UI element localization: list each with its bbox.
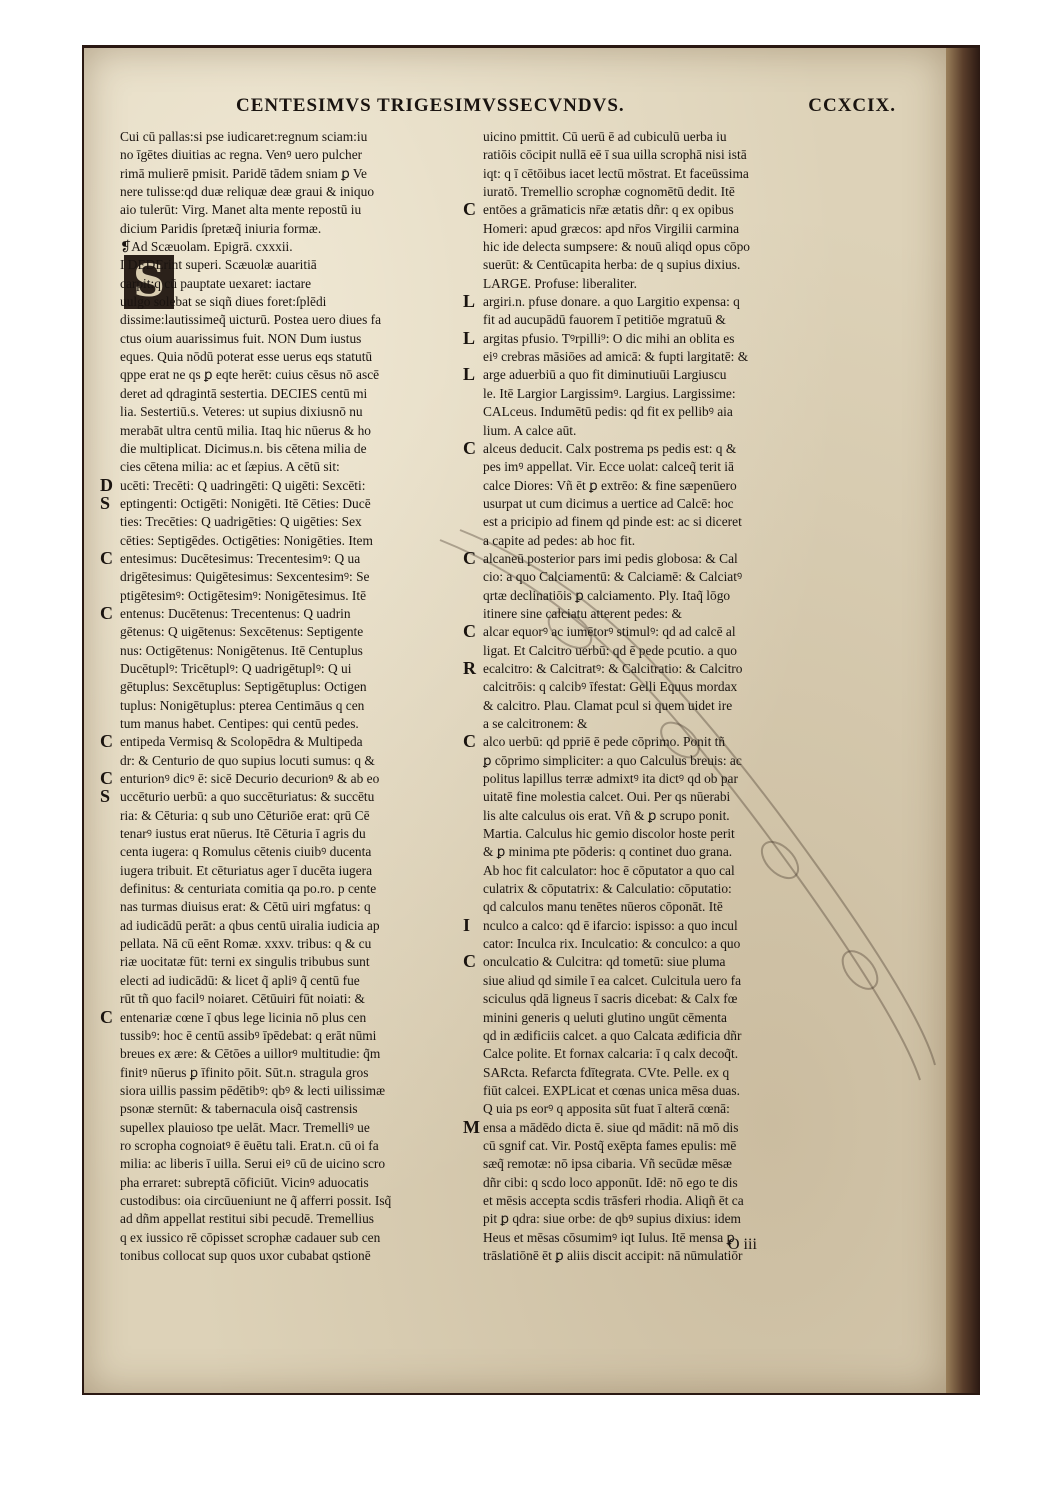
- text-line: [483, 1100, 823, 1118]
- text-line: [120, 1082, 465, 1100]
- line-text: uulgo solebat se siqñ diues foret:ſplēdi: [120, 294, 327, 310]
- line-text: CALceus. Indumētū pedis: qd fit ex pellibꝰ aia: [483, 404, 733, 420]
- line-text: entipeda Vermisq & Scolopēdra & Multipeda: [120, 734, 363, 750]
- line-text: qrtæ declinatiōis ꝑ calciamento. Ply. Itaq̃ lōgo: [483, 587, 731, 603]
- line-text: enturionꝰ dicꝰ ē: sicē Decurio decurionꝰ & ab eo: [120, 771, 380, 787]
- text-line: [120, 825, 465, 843]
- line-text: nere tulisse:qd duæ reliquæ deæ graui & iniquo: [120, 184, 375, 200]
- text-line: [120, 513, 465, 531]
- line-text: tenarꝰ iustus erat nūerus. Itē Cēturia ī agris du: [120, 826, 366, 842]
- text-line: [120, 862, 465, 880]
- line-text: eptingenti: Octigēti: Nonigēti. Itē Cēties: Ducē: [120, 495, 371, 511]
- text-line: [120, 752, 465, 770]
- text-line: [483, 843, 823, 861]
- text-line: [100, 768, 465, 789]
- text-line: [483, 275, 823, 293]
- line-text: ligat. Et Calcitro uerbū: qd ē pede pcutio. a quo: [483, 642, 737, 658]
- text-line: [483, 477, 823, 495]
- text-line: [463, 364, 823, 385]
- line-text: definitus: & centuriata comitia qa po.ro. p cente: [120, 881, 377, 897]
- text-line: [120, 275, 465, 293]
- text-line: [120, 385, 465, 403]
- line-text: minini generis q ueluti glutino ungūt cēmenta: [483, 1009, 727, 1025]
- line-text: nus: Octigētenus: Nonigētenus. Itē Centuplus: [120, 642, 363, 658]
- text-line: [483, 348, 823, 366]
- line-text: dicium Paridis ſpretæq̃ iniuria formæ.: [120, 220, 322, 236]
- text-line: [483, 807, 823, 825]
- text-line: [483, 422, 823, 440]
- line-text: aio tulerūt: Virg. Manet alta mente repostū iu: [120, 202, 362, 218]
- text-line: [120, 311, 465, 329]
- lemma-initial: C: [463, 547, 476, 568]
- running-head-title: CENTESIMVS TRIGESIMVSSECVNDVS.: [236, 95, 625, 116]
- lemma-initial: C: [463, 731, 476, 752]
- text-line: [483, 1192, 823, 1210]
- text-line: [483, 1045, 823, 1063]
- text-line: [120, 642, 465, 660]
- text-line: [120, 403, 465, 421]
- line-text: siora uillis passim pēdētibꝰ: qbꝰ & lecti uilissimæ: [120, 1082, 386, 1098]
- line-text: no īgētes diuitias ac regna. Venꝰ uero pulcher: [120, 147, 363, 163]
- line-text: hic ide delecta sumpsere: & nouū aliqd opus cōpo: [483, 239, 751, 255]
- line-text: qd calculos manu tenētes nūeros cōponāt. Itē: [483, 899, 723, 915]
- lemma-initial: C: [463, 621, 476, 642]
- line-text: Ducētuplꝰ: Tricētuplꝰ: Q uadrigētuplꝰ: Q ui: [120, 660, 352, 676]
- line-text: uicino pmittit. Cū uerū ē ad cubiculū uerba iu: [483, 129, 727, 144]
- line-text: alcaneū posterior pars imi pedis globosa: & Cal: [483, 550, 738, 566]
- line-text: eques. Quia nōdū poterat esse uerus eqs statutū: [120, 349, 373, 365]
- line-text: drigētesimus: Quigētesimus: Sexcentesimꝰ: Se: [120, 569, 370, 585]
- text-line: [120, 1155, 465, 1173]
- line-text: ctus oium auarissimus fuit. NON Dum iustus: [120, 330, 362, 346]
- text-line: [483, 1027, 823, 1045]
- text-line: [483, 1064, 823, 1082]
- line-text: cēties: Septigēdes. Octigēties: Nonigēties. Item: [120, 532, 373, 548]
- line-text: calcitrōis: q calcibꝰ īfestat: Gelli Equus mordax: [483, 679, 738, 695]
- lemma-initial: S: [100, 786, 111, 807]
- line-text: breues ex ære: & Cētōes a uillorꝰ multitudie: q̃m: [120, 1046, 381, 1062]
- text-line: [483, 385, 823, 403]
- line-text: q ex iussico rē cōpisset scrophæ cadauer sub cen: [120, 1229, 381, 1245]
- line-text: pellata. Nā cū eēnt Romæ. xxxv. tribus: q & cu: [120, 936, 372, 952]
- text-line: [483, 183, 823, 201]
- text-line: [120, 660, 465, 678]
- line-text: fiūt calcei. EXPLicat et cœnas unica mēsa duas.: [483, 1082, 740, 1098]
- line-text: iuratō. Tremellio scrophæ cognomētū dedit. Itē: [483, 184, 735, 200]
- text-line: [120, 422, 465, 440]
- text-line: [483, 880, 823, 898]
- text-line: [120, 1192, 465, 1210]
- line-text: ecalcitro: & Calcitratꝰ: & Calcitratio: & Calcitro: [483, 660, 743, 676]
- text-line: [120, 458, 465, 476]
- line-text: Ab hoc fit calculator: hoc ē cōputator a quo cal: [483, 862, 735, 878]
- line-text: tussibꝰ: hoc ē centū assibꝰ īpēdebat: q erāt nūmi: [120, 1027, 377, 1043]
- line-text: fit ad aucupādū fauorem ī petitiōe mgratuū &: [483, 312, 726, 328]
- line-text: politus lapillus terræ admixtꝰ ita dictꝰ qd ob par: [483, 771, 738, 787]
- line-text: ro scropha cognoiatꝰ ē ēuētu tali. Erat.n. cū oi fa: [120, 1137, 379, 1153]
- line-text: iugera tribuit. Et cēturiatus ager ī ducēta iugera: [120, 862, 373, 878]
- line-text: alceus deducit. Calx postrema ps pedis est: q &: [483, 440, 737, 456]
- lemma-initial: C: [100, 1006, 113, 1027]
- line-text: centa iugera: q Romulus cētenis ciuibꝰ ducenta: [120, 844, 372, 860]
- line-text: cū sgnif cat. Vir. Postq̃ exēpta fames epulis: mē: [483, 1137, 737, 1153]
- text-line: [463, 951, 823, 972]
- line-text: tuplus: Nonigētuplus: pterea Centimāus q cen: [120, 697, 365, 713]
- text-line: [483, 788, 823, 806]
- text-line: [483, 587, 823, 605]
- line-text: qppe erat ne qs ꝑ eqte herēt: cuius cēsus nō ascē: [120, 367, 380, 383]
- line-text: lia. Sestertiū.s. Veteres: ut supius dixiusnō nu: [120, 404, 363, 420]
- running-head: [236, 95, 896, 125]
- text-line: [483, 165, 823, 183]
- decorated-initial: S: [124, 255, 174, 309]
- text-line: [483, 678, 823, 696]
- line-text: custodibus: oia circūueniunt ne q̃ afferri possit. Isq̃: [120, 1192, 392, 1208]
- text-line: [463, 199, 823, 220]
- folio-number: CCXCIX.: [808, 95, 896, 116]
- text-line: [120, 715, 465, 733]
- line-text: ad dñm appellat restitui sibi pecudē. Tremellius: [120, 1211, 375, 1227]
- line-text: argiri.n. pfuse donare. a quo Largitio expensa: q: [483, 294, 740, 310]
- text-line: [483, 220, 823, 238]
- line-text: ratiōis cōcipit nullā eē ī sua uilla scrophā nisi istā: [483, 147, 747, 163]
- line-text: entōes a grāmaticis nr̄æ ætatis dñr: q ex opibus: [483, 202, 734, 218]
- text-line: [120, 201, 465, 219]
- line-text: arge aduerbiū a quo fit diminutiuūi Largiuscu: [483, 367, 727, 383]
- lemma-initial: C: [463, 951, 476, 972]
- text-line: [120, 348, 465, 366]
- line-text: argitas pfusio. Tꝰrpilli⁹: O dic mihi an oblita es: [483, 330, 735, 346]
- text-line: [483, 770, 823, 788]
- text-line: [100, 474, 465, 495]
- line-text: psonæ sternūt: & tabernacula oisq̃ castrensis: [120, 1101, 358, 1117]
- text-line: [120, 917, 465, 935]
- line-text: rimā mulierē pmisit. Paridē tādem sniam ꝑ Ve: [120, 165, 367, 181]
- line-text: nculco a calco: qd ē ifarcio: ispisso: a quo incul: [483, 917, 738, 933]
- text-line: [463, 731, 823, 752]
- text-line: [483, 256, 823, 274]
- line-text: rūt tñ quo facilꝰ noiaret. Cētūuiri fūt noiati: &: [120, 991, 365, 1007]
- line-text: et mēsis accepta scdis trāsferi rhodia. Aliqñ ēt ca: [483, 1192, 744, 1208]
- line-text: nas turmas diuisus erat: & Cētū uiri mgfatus: q: [120, 899, 371, 915]
- line-text: dr: & Centurio de quo supius locuti sumus: q &: [120, 752, 375, 768]
- text-line: [483, 825, 823, 843]
- line-text: & ꝑ minima pte pōderis: q continet duo grana.: [483, 844, 733, 860]
- line-text: lis alte calculus ois erat. Vñ & ꝑ scrupo ponit.: [483, 807, 730, 823]
- text-line: [483, 972, 823, 990]
- line-text: sæq̃ remotæ: nō ipsa cibaria. Vñ secūdæ mēsæ: [483, 1156, 732, 1172]
- line-text: ptigētesimꝰ: Octigētesimꝰ: Nonigētesimus. Itē: [120, 587, 367, 603]
- text-line: [120, 807, 465, 825]
- text-line: [483, 898, 823, 916]
- text-line: [120, 568, 465, 586]
- text-line: [120, 256, 465, 274]
- text-line: [120, 1064, 465, 1082]
- line-text: dissime:lautissimeq̃ uicturū. Postea uero diues fa: [120, 312, 382, 328]
- lemma-initial: I: [463, 914, 471, 935]
- text-line: [120, 935, 465, 953]
- line-text: uitatē fine molestia calcet. Oui. Per qs nūerabi: [483, 789, 731, 805]
- line-text: ucēti: Trecēti: Q uadringēti: Q uigēti: Sexcēti:: [120, 477, 366, 493]
- lemma-initial: L: [463, 364, 476, 385]
- line-text: SARcta. Refarcta fdītegrata. CVte. Pelle. ex q: [483, 1064, 730, 1080]
- line-text: & calcitro. Plau. Clamat pcul si quem uidet ire: [483, 697, 733, 713]
- text-line: [120, 880, 465, 898]
- lemma-initial: D: [100, 474, 113, 495]
- text-line: [120, 238, 465, 256]
- line-text: ria: & Cēturia: q sub uno Cēturiōe erat: qrū Cē: [120, 807, 370, 823]
- line-text: riæ uocitatæ fūt: terni ex singulis tribubus sunt: [120, 954, 370, 970]
- text-line: [483, 513, 823, 531]
- line-text: sciculus qdā ligneus ī sacris dicebat: & Calx fœ: [483, 991, 738, 1007]
- line-text: die multiplicat. Dicimus.n. bis cētena milia de: [120, 440, 367, 456]
- line-text: electi ad iudicādū: & licet q̃ apliꝰ q̃ centū fue: [120, 972, 360, 988]
- lemma-initial: L: [463, 327, 476, 348]
- text-line: [483, 752, 823, 770]
- text-line: [483, 990, 823, 1008]
- lemma-initial: L: [463, 291, 476, 312]
- line-text: cator: Inculca rix. Inculcatio: & conculco: a quo: [483, 936, 741, 952]
- line-text: ❡Ad Scæuolam. Epigrā. cxxxii.: [120, 239, 293, 255]
- text-line: [463, 914, 823, 935]
- line-text: ꝑ cōprimo simpliciter: a quo Calculus breuis: ac: [483, 752, 742, 768]
- line-text: calce Diores: Vñ ēt ꝑ extrēo: & fine sæpenūero: [483, 477, 737, 493]
- text-line: [483, 862, 823, 880]
- text-line: [483, 1247, 823, 1265]
- line-text: entenus: Ducētenus: Trecentenus: Q uadrin: [120, 605, 351, 621]
- text-line: [120, 1210, 465, 1228]
- text-line: [483, 1082, 823, 1100]
- text-line: [120, 990, 465, 1008]
- lemma-initial: C: [100, 602, 113, 623]
- lemma-initial: C: [100, 768, 113, 789]
- line-text: gētuplus: Sexcētuplus: Septigētuplus: Octigen: [120, 679, 367, 695]
- text-line: [483, 532, 823, 550]
- text-line: [483, 458, 823, 476]
- text-line: [463, 657, 823, 678]
- text-line: [483, 1137, 823, 1155]
- line-text: usurpat ut cum dicimus a uertice ad Calcē: hoc: [483, 495, 734, 511]
- text-line: [463, 327, 823, 348]
- text-line: [100, 547, 465, 568]
- text-line: [120, 972, 465, 990]
- line-text: supellex plauioso tpe uelāt. Macr. Tremelliꝰ ue: [120, 1119, 370, 1135]
- line-text: pes imꝰ appellat. Vir. Ecce uolat: calceq̃ terit iā: [483, 459, 734, 475]
- line-text: cio: a quo Calciamentū: & Calciamē: & Calciatꝰ: [483, 569, 743, 585]
- lemma-initial: C: [463, 437, 476, 458]
- text-line: [483, 568, 823, 586]
- lemma-initial: C: [463, 199, 476, 220]
- line-text: le. Itē Largior Largissimꝰ. Largius. Largissime:: [483, 385, 736, 401]
- line-text: LARGE. Profuse: liberaliter.: [483, 275, 637, 291]
- text-line: [120, 587, 465, 605]
- line-text: milia: ac liberis ī uilla. Serui eiꝰ cū de uicino scro: [120, 1156, 386, 1172]
- line-text: merabāt ultra centū milia. Itaq hic nūerus & ho: [120, 422, 371, 438]
- right-text-column: [463, 128, 823, 1265]
- text-line: [100, 786, 465, 807]
- text-line: [100, 602, 465, 623]
- line-text: entenariæ cœne ī qbus lege licinia nō plus cen: [120, 1009, 367, 1025]
- page-edge: [946, 48, 980, 1393]
- text-line: [463, 621, 823, 642]
- line-text: qd in ædificiis calcet. a quo Calcata ædificia dñr: [483, 1027, 742, 1043]
- text-line: [120, 330, 465, 348]
- text-line: [120, 440, 465, 458]
- text-line: [120, 623, 465, 641]
- lemma-initial: C: [100, 731, 113, 752]
- text-line: [463, 291, 823, 312]
- line-text: a capite ad pedes: ab hoc fit.: [483, 532, 636, 548]
- line-text: finitꝰ nūerus ꝑ īfinito pōit. Sūt.n. stragula gros: [120, 1064, 369, 1080]
- line-text: tum manus habet. Centipes: qui centū pedes.: [120, 716, 359, 731]
- text-line: [120, 898, 465, 916]
- text-line: [483, 1009, 823, 1027]
- text-line: [120, 697, 465, 715]
- text-line: [120, 1229, 465, 1247]
- line-text: gētenus: Q uigētenus: Sexcētenus: Septigente: [120, 624, 364, 640]
- line-text: onculcatio & Culcitra: qd tometū: siue pluma: [483, 954, 726, 970]
- text-line: [120, 953, 465, 971]
- text-line: [483, 642, 823, 660]
- text-line: [120, 678, 465, 696]
- line-text: ties: Trecēties: Q uadrigēties: Q uigēties: Sex: [120, 514, 362, 530]
- text-line: [483, 146, 823, 164]
- line-text: ad iudicādū perāt: a qbus centū uiralia iudicia ap: [120, 917, 380, 933]
- line-text: Q uia ps eorꝰ q apposita sūt fuat ī alterā cœnā:: [483, 1101, 730, 1117]
- line-text: tonibus collocat sup quos uxor cubabat qstionē: [120, 1247, 371, 1263]
- line-text: cies cētena milia: ac et ſæpius. A cētū sit:: [120, 459, 340, 475]
- line-text: pit ꝑ qdra: siue orbe: de qbꝰ supius dixius: idem: [483, 1211, 741, 1227]
- text-line: [120, 1247, 465, 1265]
- line-text: Calce polite. Et fornax calcaria: ī q calx decoq̃t.: [483, 1046, 739, 1062]
- text-line: [120, 128, 465, 146]
- line-text: a se calcitronem: &: [483, 716, 588, 731]
- text-line: [120, 1137, 465, 1155]
- text-line: [483, 128, 823, 146]
- line-text: alcar equorꝰ ac iumētorꝰ stimulꝰ: qd ad calcē al: [483, 624, 736, 640]
- line-text: suerūt: & Centūcapita herba: de q supius dixius.: [483, 257, 741, 273]
- text-line: [120, 1045, 465, 1063]
- text-line: [483, 605, 823, 623]
- line-text: entesimus: Ducētesimus: Trecentesimꝰ: Q ua: [120, 550, 361, 566]
- lemma-initial: R: [463, 657, 476, 678]
- text-line: [120, 843, 465, 861]
- text-line: [463, 547, 823, 568]
- text-line: [463, 437, 823, 458]
- line-text: Heus et mēsas cōsumimꝰ iqt Iulus. Itē mensa ꝑ: [483, 1229, 735, 1245]
- text-line: [483, 311, 823, 329]
- line-text: trāslatiōnē ēt ꝑ aliis discit accipit: nā nūmulatiōr: [483, 1247, 743, 1263]
- text-line: [463, 1116, 823, 1137]
- text-line: [483, 495, 823, 513]
- text-line: [483, 935, 823, 953]
- text-line: [483, 1210, 823, 1228]
- line-text: eiꝰ crebras māsiōes ad amicā: & fupti largitatē: &: [483, 349, 749, 365]
- line-text: siue aliud qd simile ī ea calcet. Culcitula uero fa: [483, 972, 742, 988]
- line-text: ensa a mādēdo dicta ē. siue qd mādit: nā mō dis: [483, 1119, 739, 1135]
- text-line: [120, 366, 465, 384]
- text-line: [120, 183, 465, 201]
- lemma-initial: S: [100, 492, 111, 513]
- line-text: pha erraret: subreptā cōficiūt. Vicinꝰ aduocatis: [120, 1174, 369, 1190]
- line-text: uccēturio uerbū: a quo succēturiatus: & succētu: [120, 789, 375, 805]
- line-text: itinere sine calciatu atterent pedes: &: [483, 605, 682, 621]
- text-line: [120, 146, 465, 164]
- line-text: dñr cibi: q scdo loco apponūt. Idē: nō ego te dis: [483, 1174, 738, 1190]
- line-text: est a pricipio ad finem qd pinde est: ac si diceret: [483, 514, 742, 530]
- text-line: [120, 1100, 465, 1118]
- line-text: Homeri: apud græcos: apd nr̄os Virgilii carmina: [483, 220, 740, 236]
- line-text: carpit:q cū pauptate uexaret: iactare: [120, 275, 312, 291]
- text-line: [483, 1174, 823, 1192]
- text-line: [483, 1155, 823, 1173]
- text-line: [120, 532, 465, 550]
- text-line: [483, 715, 823, 733]
- line-text: alco uerbū: qd ppriē ē pede cōprimo. Ponit tñ: [483, 734, 726, 750]
- text-line: [120, 1174, 465, 1192]
- lemma-initial: C: [100, 547, 113, 568]
- text-line: [483, 403, 823, 421]
- signature-mark: O iii: [728, 1236, 757, 1253]
- line-text: iqt: q ī cētōibus iacet lectū mōstrat. Et faceūssima: [483, 165, 749, 181]
- text-line: [100, 492, 465, 513]
- line-text: lium. A calce aūt.: [483, 422, 577, 438]
- text-line: [483, 238, 823, 256]
- text-line: [120, 220, 465, 238]
- line-text: culatrix & cōputatrix: & Calculatio: cōputatio:: [483, 881, 732, 897]
- text-line: [483, 697, 823, 715]
- text-line: [120, 165, 465, 183]
- line-text: deret ad qdragintā sestertia. DECIES centū mi: [120, 385, 368, 401]
- line-text: Martia. Calculus hic gemio discolor hoste perit: [483, 826, 735, 842]
- text-line: [483, 1229, 823, 1247]
- text-line: [100, 731, 465, 752]
- text-line: [120, 1027, 465, 1045]
- line-text: Cui cū pallas:si pse iudicaret:regnum sciam:iu: [120, 129, 368, 144]
- text-line: [100, 1006, 465, 1027]
- left-text-column: [100, 128, 465, 1265]
- line-text: I DEDErint superi. Scæuolæ auaritiā: [120, 257, 317, 273]
- lemma-initial: M: [463, 1116, 480, 1137]
- text-line: [120, 1119, 465, 1137]
- text-line: [120, 293, 465, 311]
